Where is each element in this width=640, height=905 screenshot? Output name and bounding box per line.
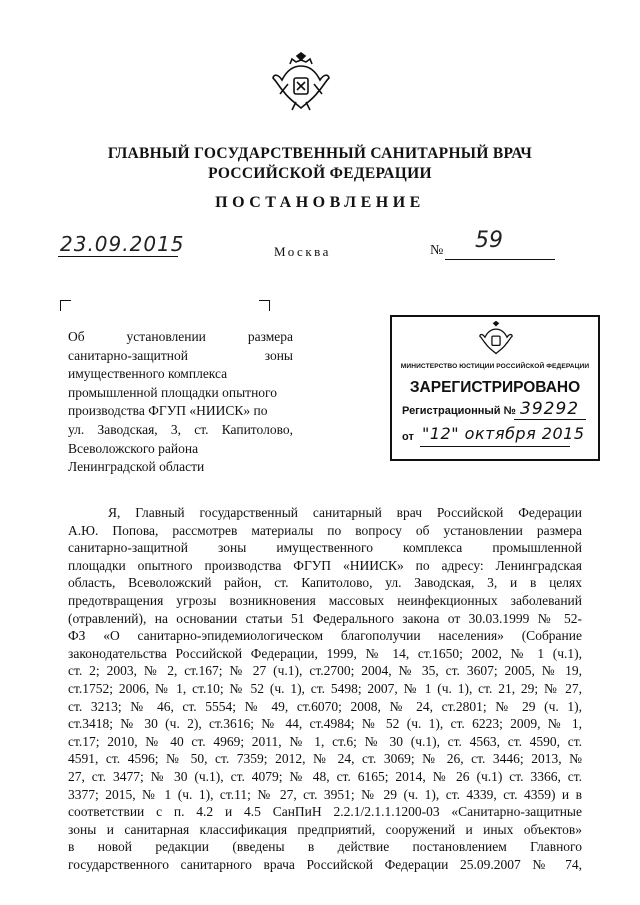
body-line: 4591, ст. 4596; № 50, ст. 7359; 2012, № 24, ст. 3069; № 26, ст. 3446; 2013, № (68, 751, 582, 767)
issuer-title: ГЛАВНЫЙ ГОСУДАРСТВЕННЫЙ САНИТАРНЫЙ ВРАЧ (107, 145, 533, 162)
body-line: ст. 3213; № 46, ст. 5554; № 49, ст.6070; 2008, № 24, ст.2801; № 29 (ч. 1), (68, 698, 582, 714)
stamp-from-label: от (402, 431, 414, 443)
body-line: ст.17; 2010, № 40 ст. 4969; 2011, № 1, ст.6; № 30 (ч.1), ст. 4563, ст. 4590, ст. (68, 733, 582, 749)
document-number: 59 (475, 228, 503, 253)
body-line: ФЗ «О санитарно-эпидемиологическом благополучии населения» (Собрание (68, 628, 582, 644)
subject-line: промышленной площадки опытного (68, 384, 277, 400)
body-line: ст.3418; № 30 (ч. 2), ст.3616; № 44, ст.4984; № 52 (ч. 1), ст. 6223; 2009, № 1, (68, 716, 582, 732)
body-line: А.Ю. Попова, рассмотрев материалы по вопросу об установлении размера (68, 522, 582, 538)
stamp-ministry: МИНИСТЕРСТВО ЮСТИЦИИ РОССИЙСКОЙ ФЕДЕРАЦИИ (400, 363, 590, 370)
stamp-reg-underline (514, 419, 586, 420)
coat-of-arms-icon (270, 52, 332, 114)
body-line: площадки опытного производства ФГУП «НИИСК» по адресу: Ленинградская (68, 557, 582, 573)
body-line: законодательства Российской Федерации, 1999, № 14, ст.1650; 2002, № 1 (ч.1), (68, 645, 582, 661)
body-line: государственного санитарного врача Российской Федерации 25.09.2007 № 74, (68, 856, 582, 872)
subject-line: санитарно-защитной зоны (68, 347, 293, 363)
body-line: область, Всеволожский район, ст. Капитолово, ул. Заводская, 3, и в целях (68, 575, 582, 591)
subject-line: имущественного комплекса (68, 366, 228, 382)
subject-line: Всеволожского района (68, 440, 199, 456)
bracket-top-right (259, 300, 270, 311)
subject-line: Об установлении размера (68, 329, 293, 344)
body-line: соответствии с п. 4.2 и 4.5 СанПиН 2.2.1/2.1.1.1200-03 «Санитарно-защитные (68, 804, 582, 820)
body-line: ст.1752; 2006, № 1, ст.10; № 52 (ч. 1), ст. 5498; 2007, № 1 (ч. 1), ст. 21, 29; № 27, (68, 680, 582, 696)
body-line: (отравлений), на основании статьи 51 Федерального закона от 30.03.1999 № 52- (68, 610, 582, 626)
number-sign: № (430, 243, 444, 258)
date-underline (58, 256, 178, 257)
stamp-registered: ЗАРЕГИСТРИРОВАНО (409, 379, 581, 396)
body-line: санитарно-защитной зоны имущественного комплекса промышленной (68, 540, 582, 556)
bracket-top-left (60, 300, 71, 311)
document-body (68, 504, 582, 873)
stamp-reg-label: Регистрационный № (402, 405, 516, 417)
body-line: 3377; 2015, № 1 (ч. 1), ст.11; № 27, ст. 3951; № 29 (ч. 1), ст. 4339, ст. 4359) и в (68, 786, 582, 802)
stamp-reg-number: 39292 (520, 399, 580, 419)
subject-line: производства ФГУП «НИИСК» по (68, 403, 268, 419)
number-underline (445, 259, 555, 260)
issuer-title-country: РОССИЙСКОЙ ФЕДЕРАЦИИ (208, 165, 432, 182)
body-line: в новой редакции (введены в действие постановлением Главного (68, 839, 582, 855)
document-city: Москва (274, 244, 331, 259)
body-line: ст. 2; 2003, № 2, ст.167; № 27 (ч.1), ст.2700; 2004, № 35, ст. 3607; 2005, № 19, (68, 663, 582, 679)
registration-stamp (390, 315, 600, 461)
subject-line: ул. Заводская, 3, ст. Капитолово, (68, 421, 293, 437)
body-line: 27, ст. 3477; № 30 (ч.1), ст. 4079; № 48, ст. 6165; 2014, № 26 (ч.1) ст. 3366, ст. (68, 768, 582, 784)
subject-line: Ленинградской области (68, 459, 205, 475)
stamp-date: "12" октября 2015 (422, 424, 585, 443)
body-line: предотвращения угрозы возникновения массовых неинфекционных заболеваний (68, 592, 582, 608)
stamp-coat-of-arms-icon (478, 321, 514, 357)
body-line: зоны и санитарная классификация предприятий, сооружений и иных объектов» (68, 821, 582, 837)
document-date: 23.09.2015 (60, 232, 185, 256)
document-subject (68, 328, 293, 477)
body-line: Я, Главный государственный санитарный врач Российской Федерации (108, 505, 582, 520)
stamp-date-underline (420, 446, 570, 447)
document-type: ПОСТАНОВЛЕНИЕ (215, 194, 425, 211)
